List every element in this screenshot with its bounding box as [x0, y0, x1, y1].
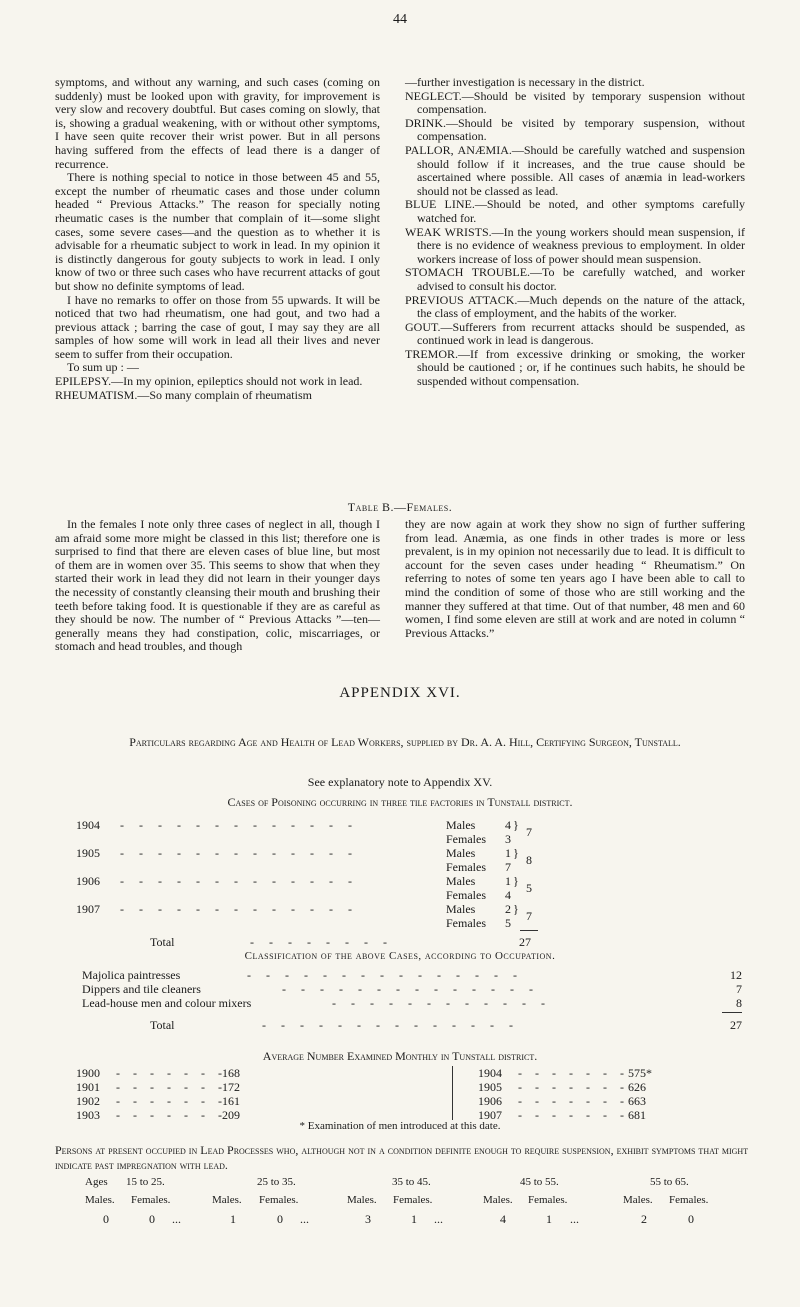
persons-paragraph	[55, 1143, 755, 1173]
occupation-total-label: Total	[150, 1018, 175, 1032]
paragraph: TREMOR.—If from excessive drinking or smoking, the worker should be cautioned ; or, if he continues such habits, he should be suspended without compensation.	[405, 346, 745, 389]
males-count: 1	[505, 846, 511, 860]
males-value: 1	[230, 1212, 236, 1226]
paragraph: WEAK WRISTS.—In the young workers should mean suspension, if there is no evidence of weakness previous to employment. In older workers increase of loss of power should mean suspension.	[405, 224, 745, 266]
appendix-title: APPENDIX XVI.	[339, 685, 461, 701]
leader-dots: - - - - - - -	[116, 1080, 227, 1094]
poisoning-total-label: Total	[150, 935, 175, 949]
females-count: 4	[505, 888, 511, 902]
males-value: 2	[641, 1212, 647, 1226]
avg-value: 575*	[628, 1066, 652, 1080]
avg-value: 161	[222, 1094, 240, 1108]
year-cell: 1907	[76, 902, 100, 916]
avg-value: 681	[628, 1108, 646, 1122]
paragraph: PALLOR, ANÆMIA.—Should be carefully watched and suspension should follow if it increases, and the true cause should be ascertained where possible. All cases of anæmia in lead-workers should not be classed as lead.	[405, 142, 745, 198]
paragraph: BLUE LINE.—Should be noted, and other symptoms carefully watched for.	[405, 197, 745, 225]
average-footnote: * Examination of men introduced at this date.	[299, 1120, 501, 1132]
avg-year: 1905	[478, 1080, 502, 1094]
paragraph: RHEUMATISM.—So many complain of rheumatism	[55, 387, 312, 402]
males-header: Males.	[212, 1194, 242, 1206]
males-value: 3	[365, 1212, 371, 1226]
persons-text: Persons at present occupied in Lead Processes who, although not in a condition definite enough to require suspension, exhibit symptoms that might indicate past impregnation with lead.	[55, 1143, 749, 1172]
occupation-label: Dippers and tile cleaners	[82, 982, 201, 996]
age-range: 45 to 55.	[520, 1176, 559, 1188]
column-divider	[452, 1066, 453, 1120]
females-value: 0	[149, 1212, 155, 1226]
ellipsis: ...	[172, 1212, 181, 1226]
occupation-label: Majolica paintresses	[82, 968, 181, 982]
males-value: 0	[103, 1212, 109, 1226]
ellipsis: ...	[570, 1212, 579, 1226]
females-count: 3	[505, 832, 511, 846]
leader-dots: - - - - - - -	[518, 1094, 629, 1108]
cases-heading: Cases of Poisoning occurring in three tile factories in Tunstall district.	[227, 795, 573, 809]
males-header: Males.	[483, 1194, 513, 1206]
paragraph: I have no remarks to offer on those from 55 upwards. It will be noticed that two had rheumatism, one had gout, and two had a previous attack ; barring the case of gout, I may say they are all samples of how some will work in lead all their lives and never seem to suffer from their occupation.	[55, 292, 380, 361]
paragraph: DRINK.—Should be visited by temporary suspension, without compensation.	[405, 115, 745, 144]
leader-dots: - - - - - - - - - - - - -	[120, 846, 358, 860]
leader-dots: - - - - - - -	[116, 1094, 227, 1108]
poisoning-total: 27	[519, 935, 531, 949]
avg-value: 172	[222, 1080, 240, 1094]
age-range: 55 to 65.	[650, 1176, 689, 1188]
leader-dots: - - - - - - -	[116, 1108, 227, 1122]
males-header: Males.	[347, 1194, 377, 1206]
avg-value: 626	[628, 1080, 646, 1094]
females-label: Females	[446, 916, 486, 930]
upper-right-column	[405, 76, 745, 389]
year-cell: 1904	[76, 818, 100, 832]
males-count: 1	[505, 874, 511, 888]
avg-year: 1906	[478, 1094, 502, 1108]
year-cell: 1906	[76, 874, 100, 888]
males-count: 2	[505, 902, 511, 916]
females-value: 1	[546, 1212, 552, 1226]
occupation-heading: Classification of the above Cases, according to Occupation.	[244, 950, 556, 962]
females-label: Females	[446, 860, 486, 874]
females-header: Females.	[259, 1194, 299, 1206]
sum-rule	[722, 1012, 742, 1013]
ages-label: Ages	[85, 1176, 108, 1188]
paragraph: In the females I note only three cases of neglect in all, though I am afraid some more might be classed in this list; therefore one is surprised to find that there are eleven cases of blue line, but most of them are in women over 35. This seems to show that when they started their work in lead they did not learn in their younger days the necessity of constantly cleansing their mouth and brushing their teeth before taking food. It is questionable if they are as careful as they should be now. The number of “ Previous Attacks ”—ten— generally means they had constipation, colic, miscarriages, or stomach and head troubles, and though	[55, 517, 380, 654]
leader-dots: - - - - - - - - - - - - -	[120, 818, 358, 832]
year-cell: 1905	[76, 846, 100, 860]
leader-dots: - - - - - - - - - - - - -	[120, 902, 358, 916]
leader-dots: - - - - - - - - - - - -	[332, 996, 551, 1010]
avg-year: 1902	[76, 1094, 100, 1108]
males-header: Males.	[85, 1194, 115, 1206]
paragraph: —further investigation is necessary in the district.	[405, 75, 645, 89]
males-count: 4	[505, 818, 511, 832]
average-heading: Average Number Examined Monthly in Tunstall district.	[262, 1049, 538, 1063]
ellipsis: ...	[300, 1212, 309, 1226]
leader-dots: - - - - - - -	[518, 1066, 629, 1080]
males-label: Males	[446, 902, 476, 916]
age-range: 25 to 35.	[257, 1176, 296, 1188]
brace: }	[513, 874, 519, 888]
females-right-column	[405, 518, 745, 640]
females-count: 5	[505, 916, 511, 930]
avg-year: 1900	[76, 1066, 100, 1080]
paragraph: GOUT.—Sufferers from recurrent attacks should be suspended, as continued work in lead is dangerous.	[405, 319, 745, 348]
ellipsis: ...	[434, 1212, 443, 1226]
avg-year: 1903	[76, 1108, 100, 1122]
paragraph: NEGLECT.—Should be visited by temporary suspension without compensation.	[405, 88, 745, 117]
paragraph: PREVIOUS ATTACK.—Much depends on the nature of the attack, the class of employment, and the habits of the worker.	[405, 292, 745, 321]
brace: }	[513, 846, 519, 860]
avg-value: 209	[222, 1108, 240, 1122]
females-label: Females	[446, 832, 486, 846]
year-total: 8	[526, 853, 532, 867]
paragraph: STOMACH TROUBLE.—To be carefully watched, and worker advised to consult his doctor.	[405, 265, 745, 293]
leader-dots: - - - - - - - - - - - - - -	[282, 982, 539, 996]
occupation-value: 7	[736, 982, 742, 996]
paragraph: To sum up : —	[67, 360, 139, 375]
avg-year: 1904	[478, 1066, 502, 1080]
females-value: 1	[411, 1212, 417, 1226]
table-b-heading: Table B.—Females.	[347, 500, 453, 514]
females-value: 0	[688, 1212, 694, 1226]
males-header: Males.	[623, 1194, 653, 1206]
females-header: Females.	[131, 1194, 171, 1206]
paragraph: EPILEPSY.—In my opinion, epileptics should not work in lead.	[55, 374, 363, 389]
occupation-label: Lead-house men and colour mixers	[82, 996, 252, 1010]
age-range: 15 to 25.	[126, 1176, 165, 1188]
page-number: 44	[393, 12, 407, 27]
males-value: 4	[500, 1212, 506, 1226]
occupation-value: 8	[736, 996, 742, 1010]
year-total: 5	[526, 881, 532, 895]
leader-dots: - - - - - - - - - - - - - -	[262, 1018, 519, 1032]
females-header: Females.	[528, 1194, 568, 1206]
avg-year: 1901	[76, 1080, 100, 1094]
paragraph: they are now again at work they show no sign of further suffering from lead. Anæmia, as one finds in other trades is more or less prevalent, is in my opinion not necessarily due to lead. It is difficult to account for the seven cases under heading “ Rheumatism.” On referring to notes of some ten years ago I have been able to call to mind the condition of some of those who are still working and the manner they suffered at that time. Out of that number, 48 men and 60 women, I find some eleven are still at work and are noted in column “ Previous Attacks.”	[405, 517, 745, 640]
year-total: 7	[526, 825, 532, 839]
avg-value: 663	[628, 1094, 646, 1108]
females-label: Females	[446, 888, 486, 902]
females-header: Females.	[669, 1194, 709, 1206]
paragraph: There is nothing special to notice in those between 45 and 55, except the number of rheumatic cases and those under column headed “ Previous Attacks.” The reason for specially noting rheumatic cases is the number that complain of it—some slight cases, some severe cases—and the question as to whether it is advisable for a rheumatic subject to work in lead. In my opinion it is distinctly dangerous for gouty subjects to work in lead. I only know of two or three such cases who have recurrent attacks of gout but show no definite symptoms of lead.	[55, 170, 380, 293]
leader-dots: - - - - - - -	[518, 1080, 629, 1094]
leader-dots: - - - - - - - - - - - - -	[120, 874, 358, 888]
occupation-total: 27	[730, 1018, 742, 1032]
females-count: 7	[505, 860, 511, 874]
brace: }	[513, 818, 519, 832]
paragraph: symptoms, and without any warning, and such cases (coming on suddenly) must be looked upon with gravity, for improvement is very slow and recovery doubtful. But cases coming on slowly, that is, showing a gradual weakening, with or without other symptoms, I have seen quite recover their wrist power. But in all persons having suffered from the effects of lead there is a danger of recurrence.	[55, 75, 380, 171]
leader-dots: - - - - - - - - - - - - - - -	[247, 968, 523, 982]
brace: }	[513, 902, 519, 916]
age-range: 35 to 45.	[392, 1176, 431, 1188]
avg-year: 1907	[478, 1108, 502, 1122]
leader-dots: - - - - - - - -	[250, 935, 393, 949]
males-label: Males	[446, 874, 476, 888]
leader-dots: - - - - - - -	[116, 1066, 227, 1080]
appendix-particulars: Particulars regarding Age and Health of Lead Workers, supplied by Dr. A. A. Hill, Certifying Surgeon, Tunstall.	[129, 735, 681, 749]
avg-value: 168	[222, 1066, 240, 1080]
females-header: Females.	[393, 1194, 433, 1206]
upper-left-column	[55, 76, 380, 402]
year-total: 7	[526, 909, 532, 923]
occupation-value: 12	[730, 968, 742, 982]
sum-rule	[520, 930, 538, 931]
females-value: 0	[277, 1212, 283, 1226]
males-label: Males	[446, 818, 476, 832]
females-left-column	[55, 518, 380, 654]
males-label: Males	[446, 846, 476, 860]
explanatory-note: See explanatory note to Appendix XV.	[307, 775, 493, 789]
leader-dots: - - - - - - -	[518, 1108, 629, 1122]
